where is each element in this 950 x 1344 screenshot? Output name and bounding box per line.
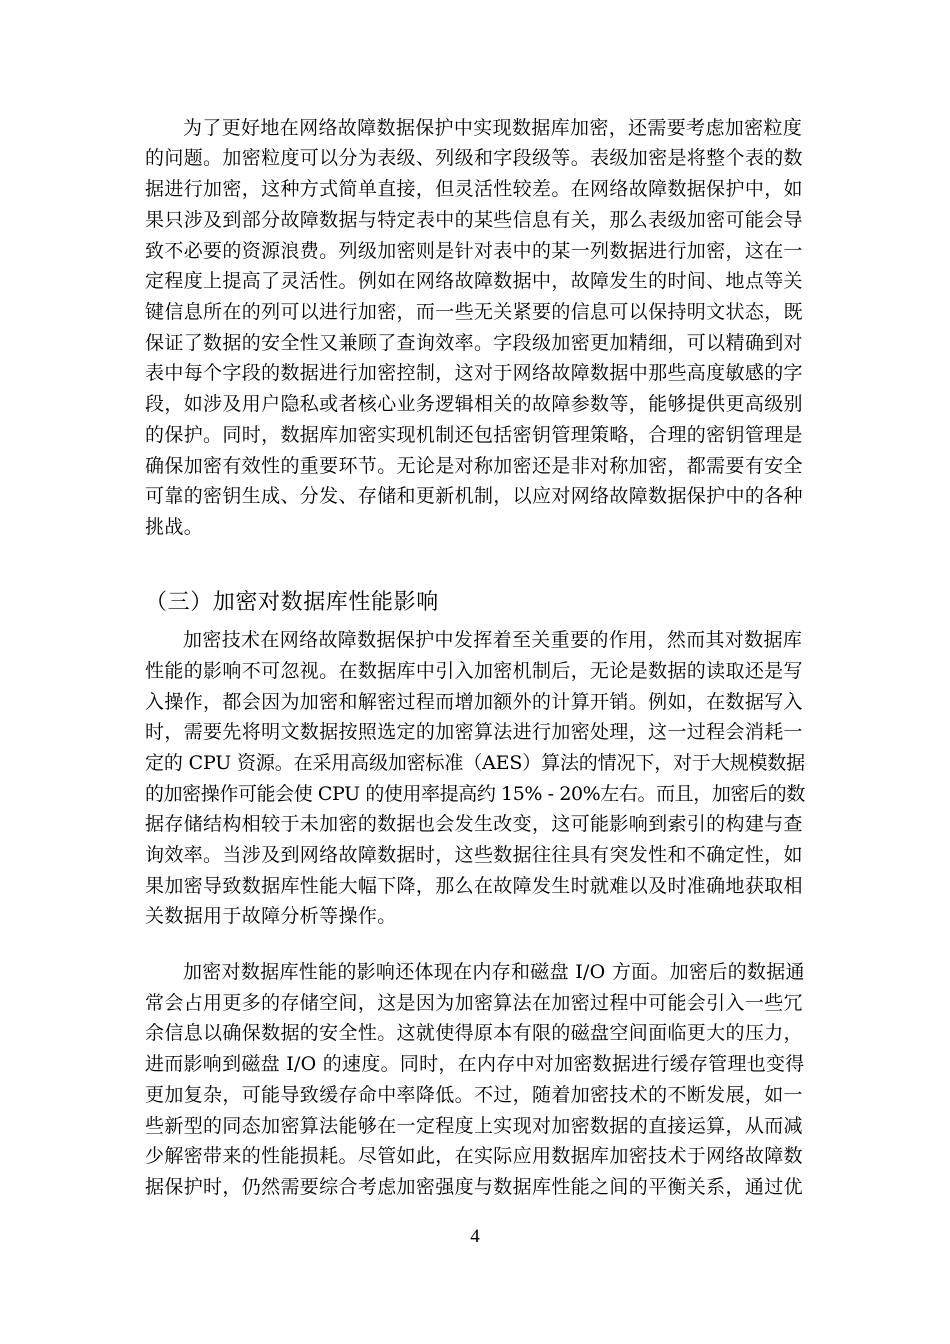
text-line: 据保护时，仍然需要综合考虑加密强度与数据库性能之间的平衡关系，通过优 bbox=[145, 1176, 803, 1198]
text-line: 键信息所在的列可以进行加密，而一些无关紧要的信息可以保持明文状态，既 bbox=[145, 301, 803, 323]
text-line: 的加密操作可能会使 CPU 的使用率提高约 15% - 20%左右。而且，加密后的数 bbox=[145, 783, 805, 805]
text-line: 余信息以确保数据的安全性。这就使得原本有限的磁盘空间面临更大的压力， bbox=[145, 1022, 803, 1044]
text-line: 段，如涉及用户隐私或者核心业务逻辑相关的故障参数等，能够提供更高级别 bbox=[145, 393, 803, 415]
text-line: 保证了数据的安全性又兼顾了查询效率。字段级加密更加精细，可以精确到对 bbox=[145, 332, 803, 354]
text-line: 表中每个字段的数据进行加密控制，这对于网络故障数据中那些高度敏感的字 bbox=[145, 362, 803, 384]
text-line: 入操作，都会因为加密和解密过程而增加额外的计算开销。例如，在数据写入 bbox=[145, 691, 803, 713]
text-line: 定的 CPU 资源。在采用高级加密标准（AES）算法的情况下，对于大规模数据 bbox=[145, 752, 805, 774]
text-line: 关数据用于故障分析等操作。 bbox=[145, 905, 397, 927]
text-line: 的问题。加密粒度可以分为表级、列级和字段级等。表级加密是将整个表的数 bbox=[145, 147, 803, 169]
text-line: 据存储结构相较于未加密的数据也会发生改变，这可能影响到索引的构建与查 bbox=[145, 813, 803, 835]
text-line: 可靠的密钥生成、分发、存储和更新机制，以应对网络故障数据保护中的各种 bbox=[145, 485, 803, 507]
text-line: 少解密带来的性能损耗。尽管如此，在实际应用数据库加密技术于网络故障数 bbox=[145, 1145, 803, 1167]
text-line: 性能的影响不可忽视。在数据库中引入加密机制后，无论是数据的读取还是写 bbox=[145, 660, 803, 682]
text-line: 询效率。当涉及到网络故障数据时，这些数据往往具有突发性和不确定性，如 bbox=[145, 844, 803, 866]
text-line: 的保护。同时，数据库加密实现机制还包括密钥管理策略，合理的密钥管理是 bbox=[145, 424, 803, 446]
text-line: 据进行加密，这种方式简单直接，但灵活性较差。在网络故障数据保护中，如 bbox=[145, 178, 803, 200]
text-line: 为了更好地在网络故障数据保护中实现数据库加密，还需要考虑加密粒度 bbox=[183, 117, 803, 139]
page-number: 4 bbox=[470, 1226, 480, 1247]
text-line: 更加复杂，可能导致缓存命中率降低。不过，随着加密技术的不断发展，如一 bbox=[145, 1084, 803, 1106]
text-line: 进而影响到磁盘 I/O 的速度。同时，在内存中对加密数据进行缓存管理也变得 bbox=[145, 1053, 805, 1075]
section-heading: （三）加密对数据库性能影响 bbox=[145, 590, 439, 615]
text-line: 挑战。 bbox=[145, 516, 204, 538]
text-line: 加密技术在网络故障数据保护中发挥着至关重要的作用，然而其对数据库 bbox=[183, 629, 803, 651]
text-line: 常会占用更多的存储空间，这是因为加密算法在加密过程中可能会引入一些冗 bbox=[145, 992, 803, 1014]
text-line: 定程度上提高了灵活性。例如在网络故障数据中，故障发生的时间、地点等关 bbox=[145, 270, 803, 292]
text-line: 些新型的同态加密算法能够在一定程度上实现对加密数据的直接运算，从而减 bbox=[145, 1115, 803, 1137]
text-line: 加密对数据库性能的影响还体现在内存和磁盘 I/O 方面。加密后的数据通 bbox=[183, 961, 805, 983]
text-line: 致不必要的资源浪费。列级加密则是针对表中的某一列数据进行加密，这在一 bbox=[145, 240, 803, 262]
text-line: 确保加密有效性的重要环节。无论是对称加密还是非对称加密，都需要有安全 bbox=[145, 455, 803, 477]
text-line: 时，需要先将明文数据按照选定的加密算法进行加密处理，这一过程会消耗一 bbox=[145, 721, 803, 743]
text-line: 果只涉及到部分故障数据与特定表中的某些信息有关，那么表级加密可能会导 bbox=[145, 209, 803, 231]
text-line: 果加密导致数据库性能大幅下降，那么在故障发生时就难以及时准确地获取相 bbox=[145, 875, 803, 897]
